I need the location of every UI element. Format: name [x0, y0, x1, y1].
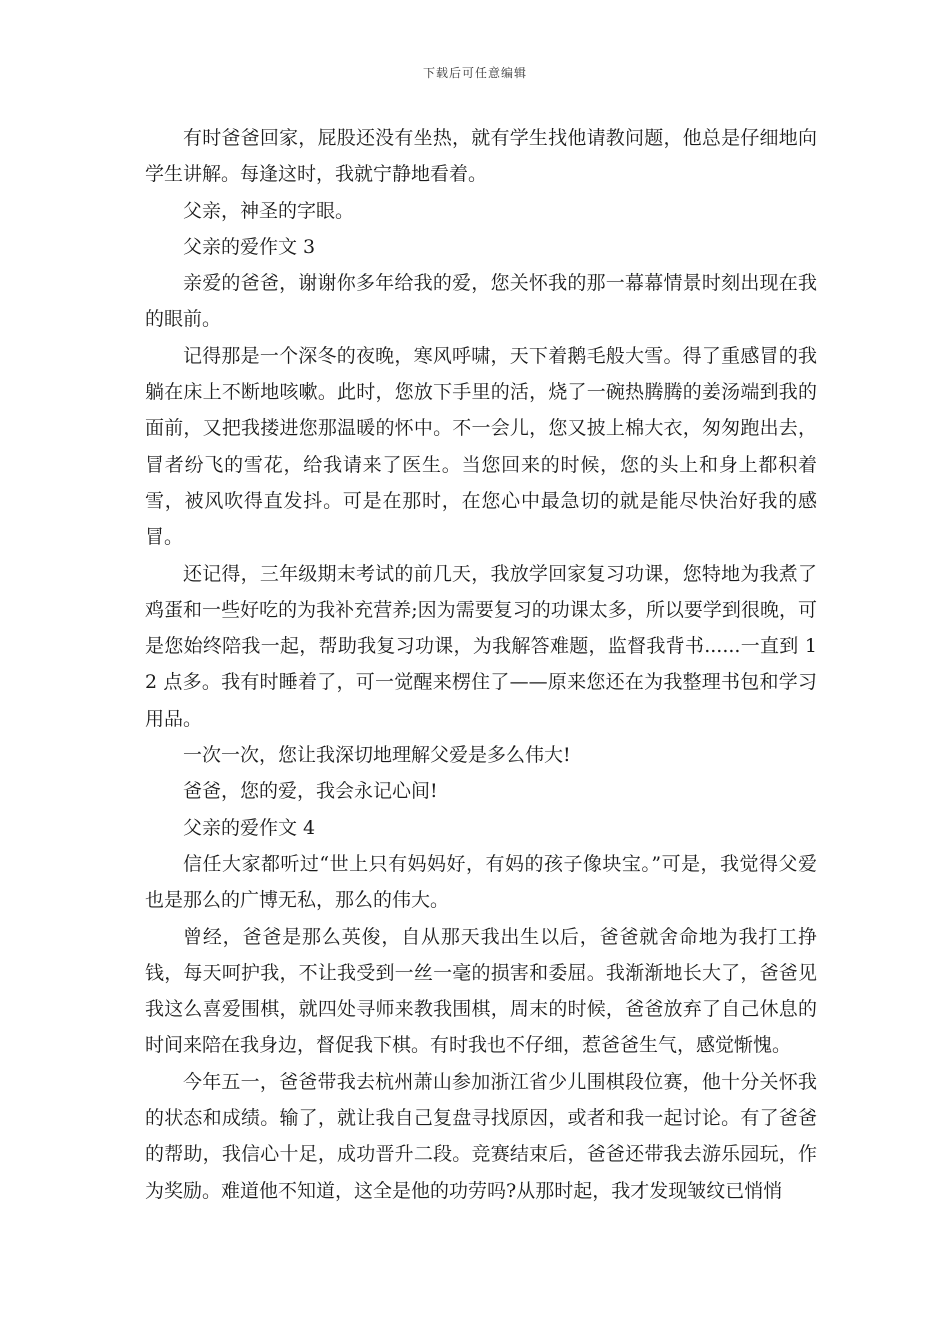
section-heading: 父亲的爱作文 4 [183, 816, 316, 839]
paragraph: 有时爸爸回家，屁股还没有坐热，就有学生找他请教问题，他总是仔细地向学生讲解。每逢这时，我就宁静地看着。 [145, 127, 817, 186]
paragraph: 信任大家都听过“世上只有妈妈好，有妈的孩子像块宝。”可是，我觉得父爱也是那么的广博无私，那么的伟大。 [145, 852, 817, 912]
paragraph: 父亲，神圣的字眼。 [183, 199, 355, 222]
paragraph: 还记得，三年级期末考试的前几天，我放学回家复习功课，您特地为我煮了鸡蛋和一些好吃的为我补充营养;因为需要复习的功课太多，所以要学到很晚，可是您始终陪我一起，帮助我复习功课，为我解答难题，监督我背书......一直到 12 点多。我有时睡着了，可一觉醒来楞住了——原来您还在为我整理书包和学习用品。 [145, 562, 817, 730]
page-header: 下载后可任意编辑 [422, 66, 527, 80]
paragraph: 一次一次，您让我深切地理解父爱是多么伟大! [183, 744, 571, 767]
section-heading: 父亲的爱作文 3 [183, 235, 316, 258]
paragraph: 亲爱的爸爸，谢谢你多年给我的爱，您关怀我的那一幕幕情景时刻出现在我的眼前。 [145, 272, 817, 331]
paragraph: 爸爸，您的爱，我会永记心间! [183, 780, 438, 803]
document-body [145, 120, 817, 1209]
paragraph: 曾经，爸爸是那么英俊，自从那天我出生以后，爸爸就舍命地为我打工挣钱，每天呵护我，不让我受到一丝一毫的损害和委屈。我渐渐地长大了，爸爸见我这么喜爱围棋，就四处寻师来教我围棋，周末的时候，爸爸放弃了自己休息的时间来陪在我身边，督促我下棋。有时我也不仔细，惹爸爸生气，感觉惭愧。 [145, 925, 817, 1057]
paragraph: 今年五一，爸爸带我去杭州萧山参加浙江省少儿围棋段位赛，他十分关怀我的状态和成绩。输了，就让我自己复盘寻找原因，或者和我一起讨论。有了爸爸的帮助，我信心十足，成功晋升二段。竞赛结束后，爸爸还带我去游乐园玩，作为奖励。难道他不知道，这全是他的功劳吗?从那时起，我才发现皱纹已悄悄 [145, 1070, 817, 1202]
paragraph: 记得那是一个深冬的夜晚，寒风呼啸，天下着鹅毛般大雪。得了重感冒的我躺在床上不断地咳嗽。此时，您放下手里的活，烧了一碗热腾腾的姜汤端到我的面前，又把我搂进您那温暖的怀中。不一会儿，您又披上棉大衣，匆匆跑出去，冒者纷飞的雪花，给我请来了医生。当您回来的时候，您的头上和身上都积着雪，被风吹得直发抖。可是在那时，在您心中最急切的就是能尽快治好我的感冒。 [145, 344, 817, 549]
